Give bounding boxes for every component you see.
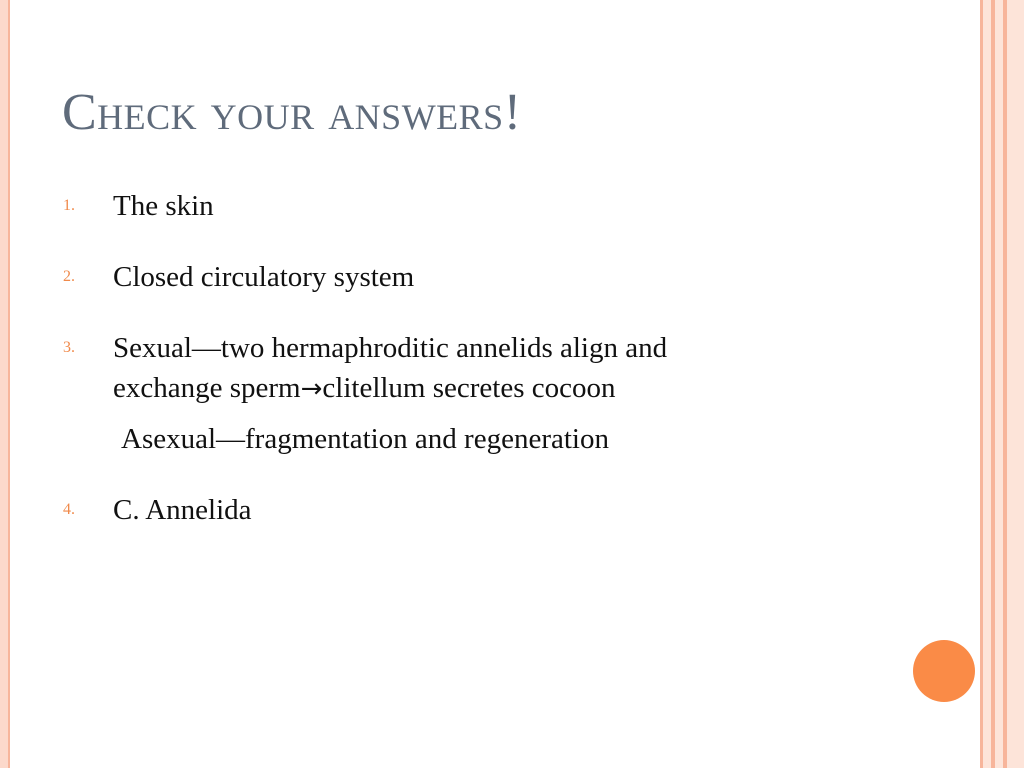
answer-item [60, 186, 960, 226]
answer-text: C. Annelida [113, 494, 252, 526]
answer-number: 2. [63, 268, 75, 285]
left-border-line [8, 0, 10, 768]
answer-list [60, 186, 960, 530]
answer-text: Closed circulatory system [113, 261, 415, 293]
answer-item [60, 328, 960, 459]
decorative-circle [913, 640, 975, 702]
answer-text-line2-after: clitellum secretes cocoon [322, 372, 616, 404]
answer-item [60, 257, 960, 297]
right-border-stripe [1007, 0, 1024, 768]
arrow-right-icon: → [300, 374, 323, 404]
answer-subline: Asexual—fragmentation and regeneration [121, 423, 609, 455]
answer-text: The skin [113, 190, 214, 222]
left-border [0, 0, 8, 768]
answer-text-line2 [113, 368, 960, 409]
answer-text-line1: Sexual—two hermaphroditic annelids align and [113, 332, 668, 364]
answer-item [60, 490, 960, 530]
right-border-stripe [995, 0, 1003, 768]
answer-number: 3. [63, 339, 75, 356]
answer-text-line2-before: exchange sperm [113, 372, 301, 404]
answer-number: 4. [63, 501, 75, 518]
right-border-stripe [983, 0, 991, 768]
answer-number: 1. [63, 197, 75, 214]
slide-title: Check your answers! [62, 84, 522, 141]
